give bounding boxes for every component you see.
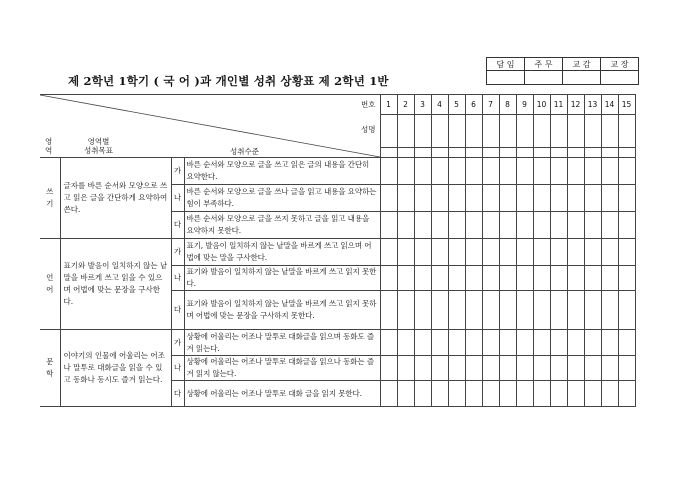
mark-cell[interactable] — [465, 330, 482, 356]
mark-cell[interactable] — [550, 185, 567, 212]
student-number: 13 — [584, 95, 601, 115]
mark-cell[interactable] — [533, 266, 550, 291]
mark-cell[interactable] — [397, 381, 414, 407]
mark-cell[interactable] — [482, 330, 499, 356]
header-spacer-cell — [414, 147, 431, 157]
mark-cell[interactable] — [550, 330, 567, 356]
mark-cell[interactable] — [584, 381, 601, 407]
goal-label: 영역별 성취목표 — [84, 137, 113, 155]
goal-cell: 이야기의 인물에 어울리는 어조나 말투로 대화글을 읽을 수 있고 동화나 동시도 즐겨 읽는다. — [60, 330, 171, 407]
mark-cell[interactable] — [397, 185, 414, 212]
mark-cell[interactable] — [533, 185, 550, 212]
mark-cell[interactable] — [533, 381, 550, 407]
approval-vice-principal-label: 교 감 — [563, 58, 601, 71]
mark-cell[interactable] — [584, 291, 601, 330]
mark-cell[interactable] — [584, 266, 601, 291]
student-name-cell[interactable] — [533, 115, 550, 148]
mark-cell[interactable] — [550, 212, 567, 239]
header-spacer-cell — [533, 147, 550, 157]
criteria-row — [40, 330, 635, 356]
mark-cell[interactable] — [431, 356, 448, 381]
level-cell: 나 — [171, 185, 184, 212]
mark-cell[interactable] — [533, 239, 550, 266]
approval-vice-principal-sign[interactable] — [563, 71, 601, 85]
mark-cell[interactable] — [618, 330, 635, 356]
mark-cell[interactable] — [601, 158, 618, 185]
student-number: 3 — [414, 95, 431, 115]
header-spacer-cell — [584, 147, 601, 157]
mark-cell[interactable] — [431, 212, 448, 239]
mark-cell[interactable] — [618, 185, 635, 212]
mark-cell[interactable] — [499, 239, 516, 266]
mark-cell[interactable] — [601, 291, 618, 330]
criteria-text: 표기, 발음이 일치하지 않는 낱말을 바르게 쓰고 읽으며 어법에 맞는 말을 구사한다. — [184, 239, 380, 266]
area-cell: 문 학 — [40, 330, 60, 407]
mark-cell[interactable] — [618, 212, 635, 239]
level-cell: 가 — [171, 239, 184, 266]
mark-cell[interactable] — [516, 291, 533, 330]
student-name-cell[interactable] — [431, 115, 448, 148]
approval-homeroom-label: 담 임 — [487, 58, 525, 71]
mark-cell[interactable] — [533, 356, 550, 381]
student-name-cell[interactable] — [482, 115, 499, 148]
approval-principal-sign[interactable] — [601, 71, 639, 85]
mark-cell[interactable] — [499, 291, 516, 330]
mark-cell[interactable] — [431, 381, 448, 407]
mark-cell[interactable] — [465, 239, 482, 266]
student-number: 15 — [618, 95, 635, 115]
mark-cell[interactable] — [516, 185, 533, 212]
criteria-text: 바른 순서와 모양으로 글을 쓰고 읽은 글의 내용을 간단히 요약한다. — [184, 158, 380, 185]
student-number: 6 — [465, 95, 482, 115]
student-number: 11 — [550, 95, 567, 115]
mark-cell[interactable] — [567, 266, 584, 291]
student-number: 4 — [431, 95, 448, 115]
mark-cell[interactable] — [567, 185, 584, 212]
mark-cell[interactable] — [431, 239, 448, 266]
mark-cell[interactable] — [414, 356, 431, 381]
mark-cell[interactable] — [550, 158, 567, 185]
mark-cell[interactable] — [465, 212, 482, 239]
mark-cell[interactable] — [448, 212, 465, 239]
goal-cell: 글자를 바른 순서와 모양으로 쓰고 읽은 글을 간단하게 요약하여 쓴다. — [60, 158, 171, 239]
mark-cell[interactable] — [448, 158, 465, 185]
mark-cell[interactable] — [380, 356, 397, 381]
mark-cell[interactable] — [448, 356, 465, 381]
mark-cell[interactable] — [618, 158, 635, 185]
approval-chief-label: 주 무 — [525, 58, 563, 71]
student-name-cell[interactable] — [448, 115, 465, 148]
criteria-row — [40, 158, 635, 185]
student-number: 2 — [397, 95, 414, 115]
mark-cell[interactable] — [380, 185, 397, 212]
mark-cell[interactable] — [601, 266, 618, 291]
header-spacer-cell — [465, 147, 482, 157]
mark-cell[interactable] — [584, 356, 601, 381]
mark-cell[interactable] — [618, 381, 635, 407]
mark-cell[interactable] — [482, 291, 499, 330]
level-cell: 다 — [171, 381, 184, 407]
student-number: 5 — [448, 95, 465, 115]
mark-cell[interactable] — [448, 381, 465, 407]
mark-cell[interactable] — [499, 266, 516, 291]
area-label: 영 역 — [45, 137, 53, 155]
mark-cell[interactable] — [482, 356, 499, 381]
mark-cell[interactable] — [380, 239, 397, 266]
student-number: 12 — [567, 95, 584, 115]
level-cell: 가 — [171, 330, 184, 356]
student-number: 14 — [601, 95, 618, 115]
mark-cell[interactable] — [567, 291, 584, 330]
student-name-cell[interactable] — [499, 115, 516, 148]
mark-cell[interactable] — [499, 158, 516, 185]
mark-cell[interactable] — [584, 158, 601, 185]
criteria-text: 바른 순서와 모양으로 글을 쓰나 글을 읽고 내용을 요약하는 힘이 부족하다. — [184, 185, 380, 212]
student-name-cell[interactable] — [584, 115, 601, 148]
header-spacer-cell — [601, 147, 618, 157]
mark-cell[interactable] — [533, 212, 550, 239]
mark-cell[interactable] — [516, 212, 533, 239]
level-cell: 다 — [171, 291, 184, 330]
student-name-cell[interactable] — [601, 115, 618, 148]
diagonal-header-cell — [40, 95, 380, 158]
mark-cell[interactable] — [499, 330, 516, 356]
approval-box — [486, 57, 639, 85]
mark-cell[interactable] — [397, 212, 414, 239]
mark-cell[interactable] — [482, 239, 499, 266]
mark-cell[interactable] — [482, 381, 499, 407]
mark-cell[interactable] — [448, 266, 465, 291]
mark-cell[interactable] — [516, 158, 533, 185]
mark-cell[interactable] — [397, 239, 414, 266]
mark-cell[interactable] — [414, 381, 431, 407]
mark-cell[interactable] — [482, 185, 499, 212]
criteria-text: 표기와 발음이 일치하지 않는 낱말을 바르게 쓰고 읽지 못한다. — [184, 266, 380, 291]
mark-cell[interactable] — [431, 185, 448, 212]
mark-cell[interactable] — [499, 212, 516, 239]
mark-cell[interactable] — [584, 239, 601, 266]
mark-cell[interactable] — [618, 266, 635, 291]
mark-cell[interactable] — [448, 185, 465, 212]
student-name-cell[interactable] — [516, 115, 533, 148]
mark-cell[interactable] — [516, 356, 533, 381]
criteria-text: 바른 순서와 모양으로 글을 쓰지 못하고 글을 읽고 내용을 요약하지 못한다. — [184, 212, 380, 239]
mark-cell[interactable] — [516, 381, 533, 407]
level-cell: 나 — [171, 266, 184, 291]
mark-cell[interactable] — [601, 330, 618, 356]
mark-cell[interactable] — [601, 239, 618, 266]
mark-cell[interactable] — [601, 185, 618, 212]
mark-cell[interactable] — [567, 381, 584, 407]
mark-cell[interactable] — [380, 212, 397, 239]
mark-cell[interactable] — [533, 291, 550, 330]
mark-cell[interactable] — [499, 356, 516, 381]
approval-homeroom-sign[interactable] — [487, 71, 525, 85]
mark-cell[interactable] — [499, 381, 516, 407]
header-spacer-cell — [397, 147, 414, 157]
student-number: 10 — [533, 95, 550, 115]
mark-cell[interactable] — [465, 356, 482, 381]
level-cell: 다 — [171, 212, 184, 239]
mark-cell[interactable] — [465, 266, 482, 291]
header-row-numbers — [40, 95, 635, 115]
mark-cell[interactable] — [414, 185, 431, 212]
mark-cell[interactable] — [380, 266, 397, 291]
mark-cell[interactable] — [414, 158, 431, 185]
header-spacer-cell — [567, 147, 584, 157]
mark-cell[interactable] — [516, 266, 533, 291]
mark-cell[interactable] — [431, 266, 448, 291]
mark-cell[interactable] — [550, 266, 567, 291]
mark-cell[interactable] — [380, 291, 397, 330]
student-number: 1 — [380, 95, 397, 115]
mark-cell[interactable] — [533, 158, 550, 185]
mark-cell[interactable] — [380, 381, 397, 407]
student-name-cell[interactable] — [380, 115, 397, 148]
mark-cell[interactable] — [380, 158, 397, 185]
header-spacer-cell — [499, 147, 516, 157]
student-name-cell[interactable] — [567, 115, 584, 148]
mark-cell[interactable] — [516, 330, 533, 356]
mark-cell[interactable] — [414, 239, 431, 266]
student-name-cell[interactable] — [397, 115, 414, 148]
mark-cell[interactable] — [448, 291, 465, 330]
name-label: 성명 — [361, 125, 376, 134]
header-spacer-cell — [448, 147, 465, 157]
criteria-text: 상황에 어울리는 어조나 말투로 대화글을 읽으며 동화도 즐겨 읽는다. — [184, 330, 380, 356]
mark-cell[interactable] — [431, 158, 448, 185]
header-spacer-cell — [516, 147, 533, 157]
header-spacer-cell — [482, 147, 499, 157]
student-number: 7 — [482, 95, 499, 115]
mark-cell[interactable] — [465, 185, 482, 212]
mark-cell[interactable] — [601, 212, 618, 239]
mark-cell[interactable] — [550, 381, 567, 407]
mark-cell[interactable] — [550, 356, 567, 381]
mark-cell[interactable] — [584, 212, 601, 239]
mark-cell[interactable] — [414, 212, 431, 239]
mark-cell[interactable] — [431, 291, 448, 330]
mark-cell[interactable] — [482, 212, 499, 239]
mark-cell[interactable] — [397, 158, 414, 185]
level-cell: 가 — [171, 158, 184, 185]
mark-cell[interactable] — [618, 356, 635, 381]
mark-cell[interactable] — [567, 356, 584, 381]
page-title: 제 2학년 1학기 ( 국 어 )과 개인별 성취 상황표 제 2학년 1반 — [68, 74, 389, 88]
mark-cell[interactable] — [431, 330, 448, 356]
mark-cell[interactable] — [465, 291, 482, 330]
student-name-cell[interactable] — [465, 115, 482, 148]
criteria-text: 상황에 어울리는 어조나 말투로 대화글을 읽으나 동화는 즐겨 읽지 않는다. — [184, 356, 380, 381]
mark-cell[interactable] — [618, 239, 635, 266]
mark-cell[interactable] — [533, 330, 550, 356]
mark-cell[interactable] — [567, 239, 584, 266]
header-spacer-cell — [550, 147, 567, 157]
mark-cell[interactable] — [584, 185, 601, 212]
mark-cell[interactable] — [567, 330, 584, 356]
student-number: 9 — [516, 95, 533, 115]
student-number: 8 — [499, 95, 516, 115]
area-cell: 쓰 기 — [40, 158, 60, 239]
number-label: 번호 — [361, 100, 376, 109]
mark-cell[interactable] — [618, 291, 635, 330]
mark-cell[interactable] — [397, 291, 414, 330]
approval-chief-sign[interactable] — [525, 71, 563, 85]
mark-cell[interactable] — [414, 291, 431, 330]
header-spacer-cell — [431, 147, 448, 157]
header-spacer-cell — [618, 147, 635, 157]
mark-cell[interactable] — [482, 266, 499, 291]
mark-cell[interactable] — [567, 158, 584, 185]
approval-principal-label: 교 장 — [601, 58, 639, 71]
mark-cell[interactable] — [397, 330, 414, 356]
goal-cell: 표기와 발음이 일치하지 않는 낱말을 바르게 쓰고 읽을 수 있으며 어법에 맞는 문장을 구사한다. — [60, 239, 171, 330]
mark-cell[interactable] — [380, 330, 397, 356]
mark-cell[interactable] — [397, 356, 414, 381]
level-cell: 나 — [171, 356, 184, 381]
mark-cell[interactable] — [414, 330, 431, 356]
mark-cell[interactable] — [499, 185, 516, 212]
header-spacer-cell — [380, 147, 397, 157]
mark-cell[interactable] — [601, 356, 618, 381]
mark-cell[interactable] — [567, 212, 584, 239]
achievement-table — [40, 94, 636, 407]
mark-cell[interactable] — [448, 330, 465, 356]
student-name-cell[interactable] — [618, 115, 635, 148]
mark-cell[interactable] — [601, 381, 618, 407]
mark-cell[interactable] — [414, 266, 431, 291]
mark-cell[interactable] — [482, 158, 499, 185]
criteria-row — [40, 239, 635, 266]
mark-cell[interactable] — [397, 266, 414, 291]
mark-cell[interactable] — [516, 239, 533, 266]
criteria-text: 상황에 어울리는 어조나 말투로 대화 글을 읽지 못한다. — [184, 381, 380, 407]
student-name-cell[interactable] — [414, 115, 431, 148]
mark-cell[interactable] — [448, 239, 465, 266]
mark-cell[interactable] — [465, 381, 482, 407]
criteria-text: 표기와 발음이 일치하지 않는 낱말을 바르게 쓰고 읽지 못하며 어법에 맞는 문장을 구사하지 못한다. — [184, 291, 380, 330]
mark-cell[interactable] — [584, 330, 601, 356]
criteria-label: 성취수준 — [230, 147, 259, 156]
mark-cell[interactable] — [550, 239, 567, 266]
mark-cell[interactable] — [465, 158, 482, 185]
mark-cell[interactable] — [550, 291, 567, 330]
area-cell: 언 어 — [40, 239, 60, 330]
student-name-cell[interactable] — [550, 115, 567, 148]
